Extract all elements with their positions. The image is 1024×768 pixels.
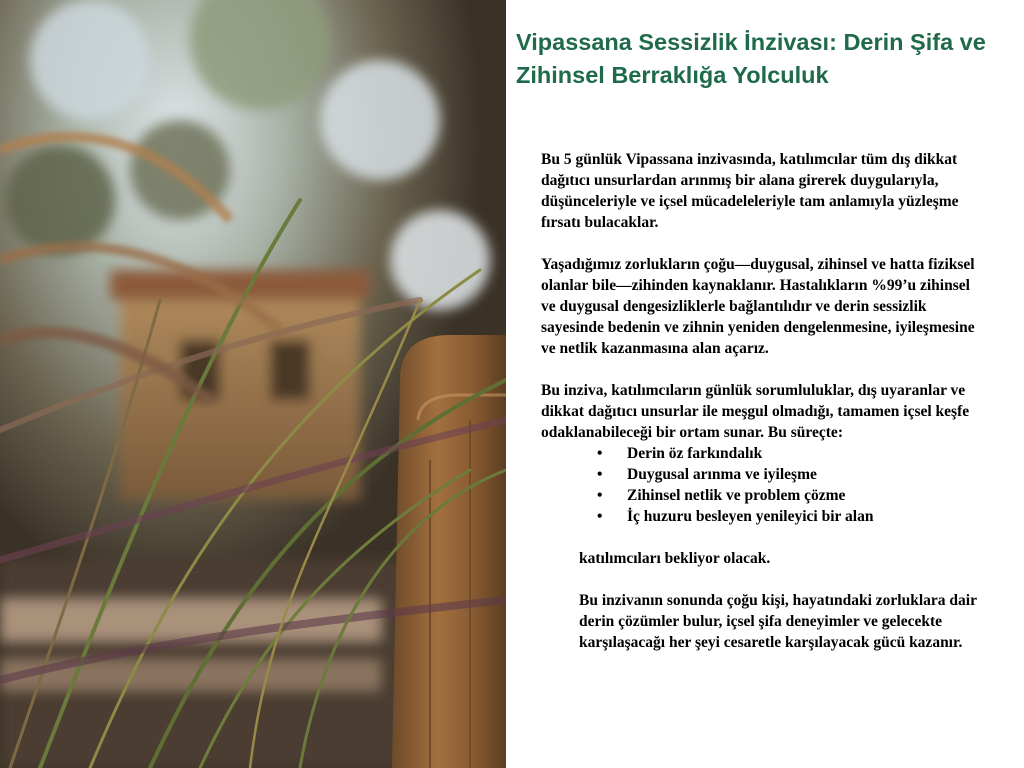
bullet-icon: • xyxy=(597,466,603,483)
slide-body xyxy=(541,149,981,653)
grass-bench-photo xyxy=(0,0,506,768)
list-item xyxy=(541,464,981,485)
list-item-text: Zihinsel netlik ve problem çözme xyxy=(627,487,846,504)
list-item xyxy=(541,485,981,506)
list-item-text: Duygusal arınma ve iyileşme xyxy=(627,466,817,483)
slide-title: Vipassana Sessizlik İnzivası: Derin Şifa ve Zihinsel Berraklığa Yolculuk xyxy=(516,29,986,88)
bullet-icon: • xyxy=(597,445,603,462)
paragraph-challenges: Yaşadığımız zorlukların çoğu—duygusal, zihinsel ve hatta fiziksel olanlar bile—zihinden kaynaklanır. Hastalıkların %99’u zihinsel ve duygusal dengesizliklerle bağlantılıdır ve derin sessizlik sayesinde bedenin ve zihnin yeniden dengelenmesine, iyileşmesine ve netlik kazanmasına alan açarız. xyxy=(541,256,975,357)
paragraph-environment: Bu inziva, katılımcıların günlük sorumluluklar, dış uyaranlar ve dikkat dağıtıcı unsurlar ile meşgul olmadığı, tamamen içsel keşfe odaklanabileceği bir ortam sunar. Bu süreçte: xyxy=(541,382,970,441)
photo-illustration xyxy=(0,0,506,768)
list-item xyxy=(541,443,981,464)
list-item xyxy=(541,506,981,527)
bullet-icon: • xyxy=(597,487,603,504)
bullet-icon: • xyxy=(597,508,603,525)
closing-paragraph: Bu inzivanın sonunda çoğu kişi, hayatındaki zorluklara dair derin çözümler bulur, içsel şifa deneyimler ve gelecekte karşılaşacağı her şeyi cesaretle karşılayacak gücü kazanır. xyxy=(579,592,977,651)
paragraph-intro: Bu 5 günlük Vipassana inzivasında, katılımcılar tüm dış dikkat dağıtıcı unsurlardan arınmış bir alana girerek duygularıyla, düşünceleriyle ve içsel mücadeleleriyle tam anlamıyla yüzleşme fırsatı bulacaklar. xyxy=(541,151,959,231)
benefits-list xyxy=(541,443,981,527)
list-item-text: İç huzuru besleyen yenileyici bir alan xyxy=(627,508,874,525)
list-item-text: Derin öz farkındalık xyxy=(627,445,763,462)
list-conclusion: katılımcıları bekliyor olacak. xyxy=(579,550,771,567)
